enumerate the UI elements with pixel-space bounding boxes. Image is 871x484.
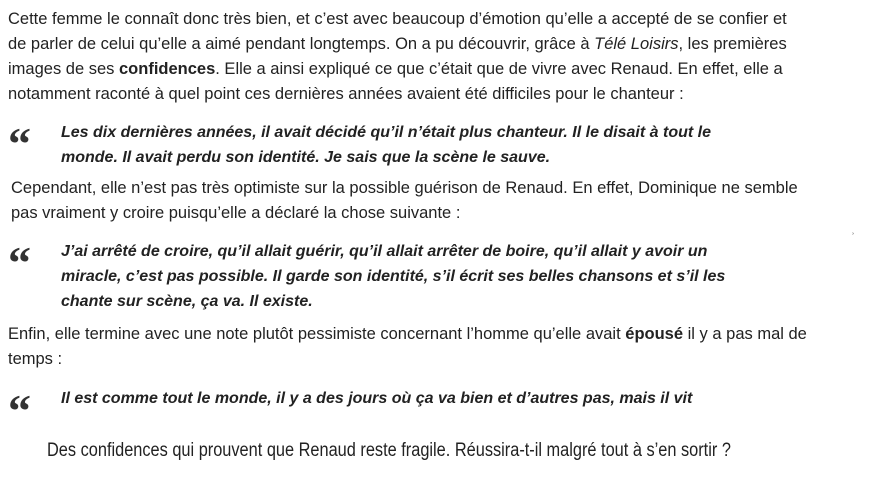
paragraph-1-line-2-text-a: de parler de celui qu’elle a aimé pendant longtemps. On a pu découvrir, grâce à (8, 35, 595, 53)
paragraph-1-line-2-text-b: , les premières (678, 35, 787, 53)
quote-1-line-1: Les dix dernières années, il avait décidé qu’il n’était plus chanteur. Il le disait à tout le (61, 124, 711, 141)
paragraph-2-line-2: pas vraiment y croire puisqu’elle a déclaré la chose suivante : (11, 204, 461, 222)
paragraph-3-line-2: temps : (8, 350, 63, 368)
paragraph-1-line-4: notamment raconté à quel point ces dernières années avaient été difficiles pour le chanteur : (8, 85, 684, 103)
quote-2-line-1: J’ai arrêté de croire, qu’il allait guérir, qu’il allait arrêter de boire, qu’il allait y avoir un (61, 243, 708, 260)
paragraph-1-line-1: Cette femme le connaît donc très bien, et c’est avec beaucoup d’émotion qu’elle a accepté de se confier et (8, 10, 787, 28)
stray-mark: ˒ (851, 224, 855, 238)
quote-2-mark-icon: “ (8, 237, 31, 288)
quote-1-mark-icon: “ (8, 118, 31, 169)
quote-2-line-3: chante sur scène, ça va. Il existe. (61, 293, 313, 310)
paragraph-1-line-3-text-a: images de ses (8, 60, 119, 78)
paragraph-3-line-1 (8, 324, 858, 344)
paragraph-3-line-1-text-a: Enfin, elle termine avec une note plutôt pessimiste concernant l’homme qu’elle avait (8, 325, 626, 343)
paragraph-3-line-1-text-b: il y a pas mal de (683, 325, 807, 343)
source-name-tele-loisirs: Télé Loisirs (594, 35, 679, 53)
closing-statement: Des confidences qui prouvent que Renaud reste fragile. Réussira-t-il malgré tout à s’en sortir ? (47, 440, 731, 461)
keyword-epouse: épousé (625, 325, 684, 343)
keyword-confidences: confidences (118, 60, 216, 78)
paragraph-2-line-1: Cependant, elle n’est pas très optimiste sur la possible guérison de Renaud. En effet, Dominique ne semble (11, 179, 798, 197)
quote-3-line-1: Il est comme tout le monde, il y a des jours où ça va bien et d’autres pas, mais il vit (61, 390, 693, 407)
paragraph-1-line-2 (8, 34, 868, 54)
paragraph-1-line-3 (8, 59, 868, 79)
quote-3-mark-icon: “ (8, 385, 31, 436)
paragraph-1-line-3-text-b: . Elle a ainsi expliqué ce que c’était que de vivre avec Renaud. En effet, elle a (215, 60, 783, 78)
quote-2-line-2: miracle, c’est pas possible. Il garde son identité, s’il écrit ses belles chansons et s’il les (61, 268, 726, 285)
quote-1-line-2: monde. Il avait perdu son identité. Je sais que la scène le sauve. (61, 149, 551, 166)
